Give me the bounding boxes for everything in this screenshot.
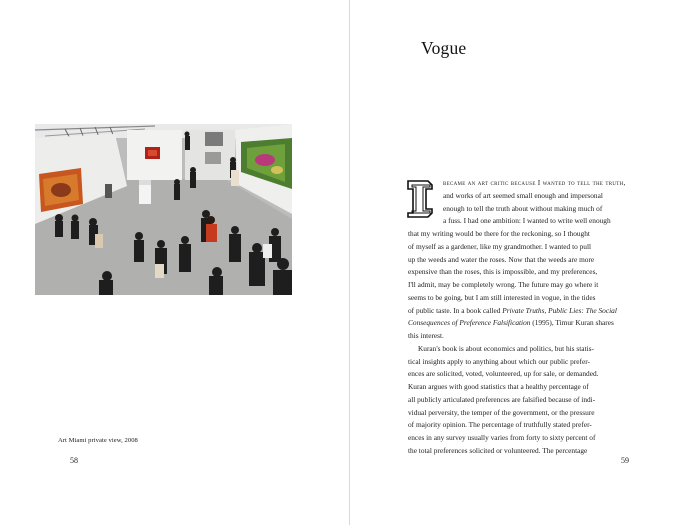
right-page <box>350 0 700 525</box>
left-page <box>0 0 349 525</box>
text-line: up the weeds and water the roses. Now that the weeds are more <box>408 254 595 264</box>
page-number-left: 58 <box>70 456 78 465</box>
text-line: of public taste. In a book called Private Truths, Public Lies: The Social <box>408 305 617 315</box>
text-line: this interest. <box>408 331 444 340</box>
text-line: expensive than the roses, this is impossible, and my preferences, <box>408 267 598 277</box>
book-title-italic: Private Truths, Public Lies: The Social <box>502 305 617 315</box>
body-text <box>408 177 648 458</box>
text-line: Kuran's book is about economics and politics, but his statis- <box>418 343 594 353</box>
text-line: tical insights apply to anything about which our public prefer- <box>408 356 590 366</box>
book-title-italic: Consequences of Preference Falsification <box>408 318 531 328</box>
text-line: enough to tell the truth about without making much of <box>443 203 603 213</box>
text-line: that my writing would be there for the reckoning, so I thought <box>408 229 590 238</box>
text-line: of myself as a gardener, like my grandmother. I wanted to pull <box>408 241 592 251</box>
text-line: ences in any survey usually varies from forty to sixty percent of <box>408 433 596 442</box>
photo-caption: Art Miami private view, 2008 <box>58 437 138 444</box>
page-number-right: 59 <box>621 456 629 465</box>
text-line: vidual perversity, the temper of the government, or the pressure <box>408 407 595 417</box>
text-line: ences are solicited, voted, volunteered, up for sale, or demanded. <box>408 369 599 379</box>
text-line: a fuss. I had one ambition: I wanted to write well enough <box>443 216 611 226</box>
text-line: Kuran argues with good statistics that a healthy percentage of <box>408 382 589 391</box>
text-line: seems to be going, but I am still interested in vogue, in the tides <box>408 292 596 302</box>
text-line: Consequences of Preference Falsification (1995), Timur Kuran shares <box>408 318 614 328</box>
text-line: of majority opinion. The percentage of truthfully stated prefer- <box>408 420 592 430</box>
text-line: and works of art seemed small enough and impersonal <box>443 190 603 200</box>
text-line: all publicly articulated preferences are falsified because of indi- <box>408 394 596 404</box>
chapter-title: Vogue <box>421 38 467 58</box>
gallery-photo <box>35 124 292 295</box>
text-line: I'll admit, may be completely wrong. The future may go where it <box>408 280 599 289</box>
text-line: the total preferences solicited or volunteered. The percentage <box>408 445 588 455</box>
text-line: became an art critic because I wanted to tell the truth, <box>443 178 626 187</box>
